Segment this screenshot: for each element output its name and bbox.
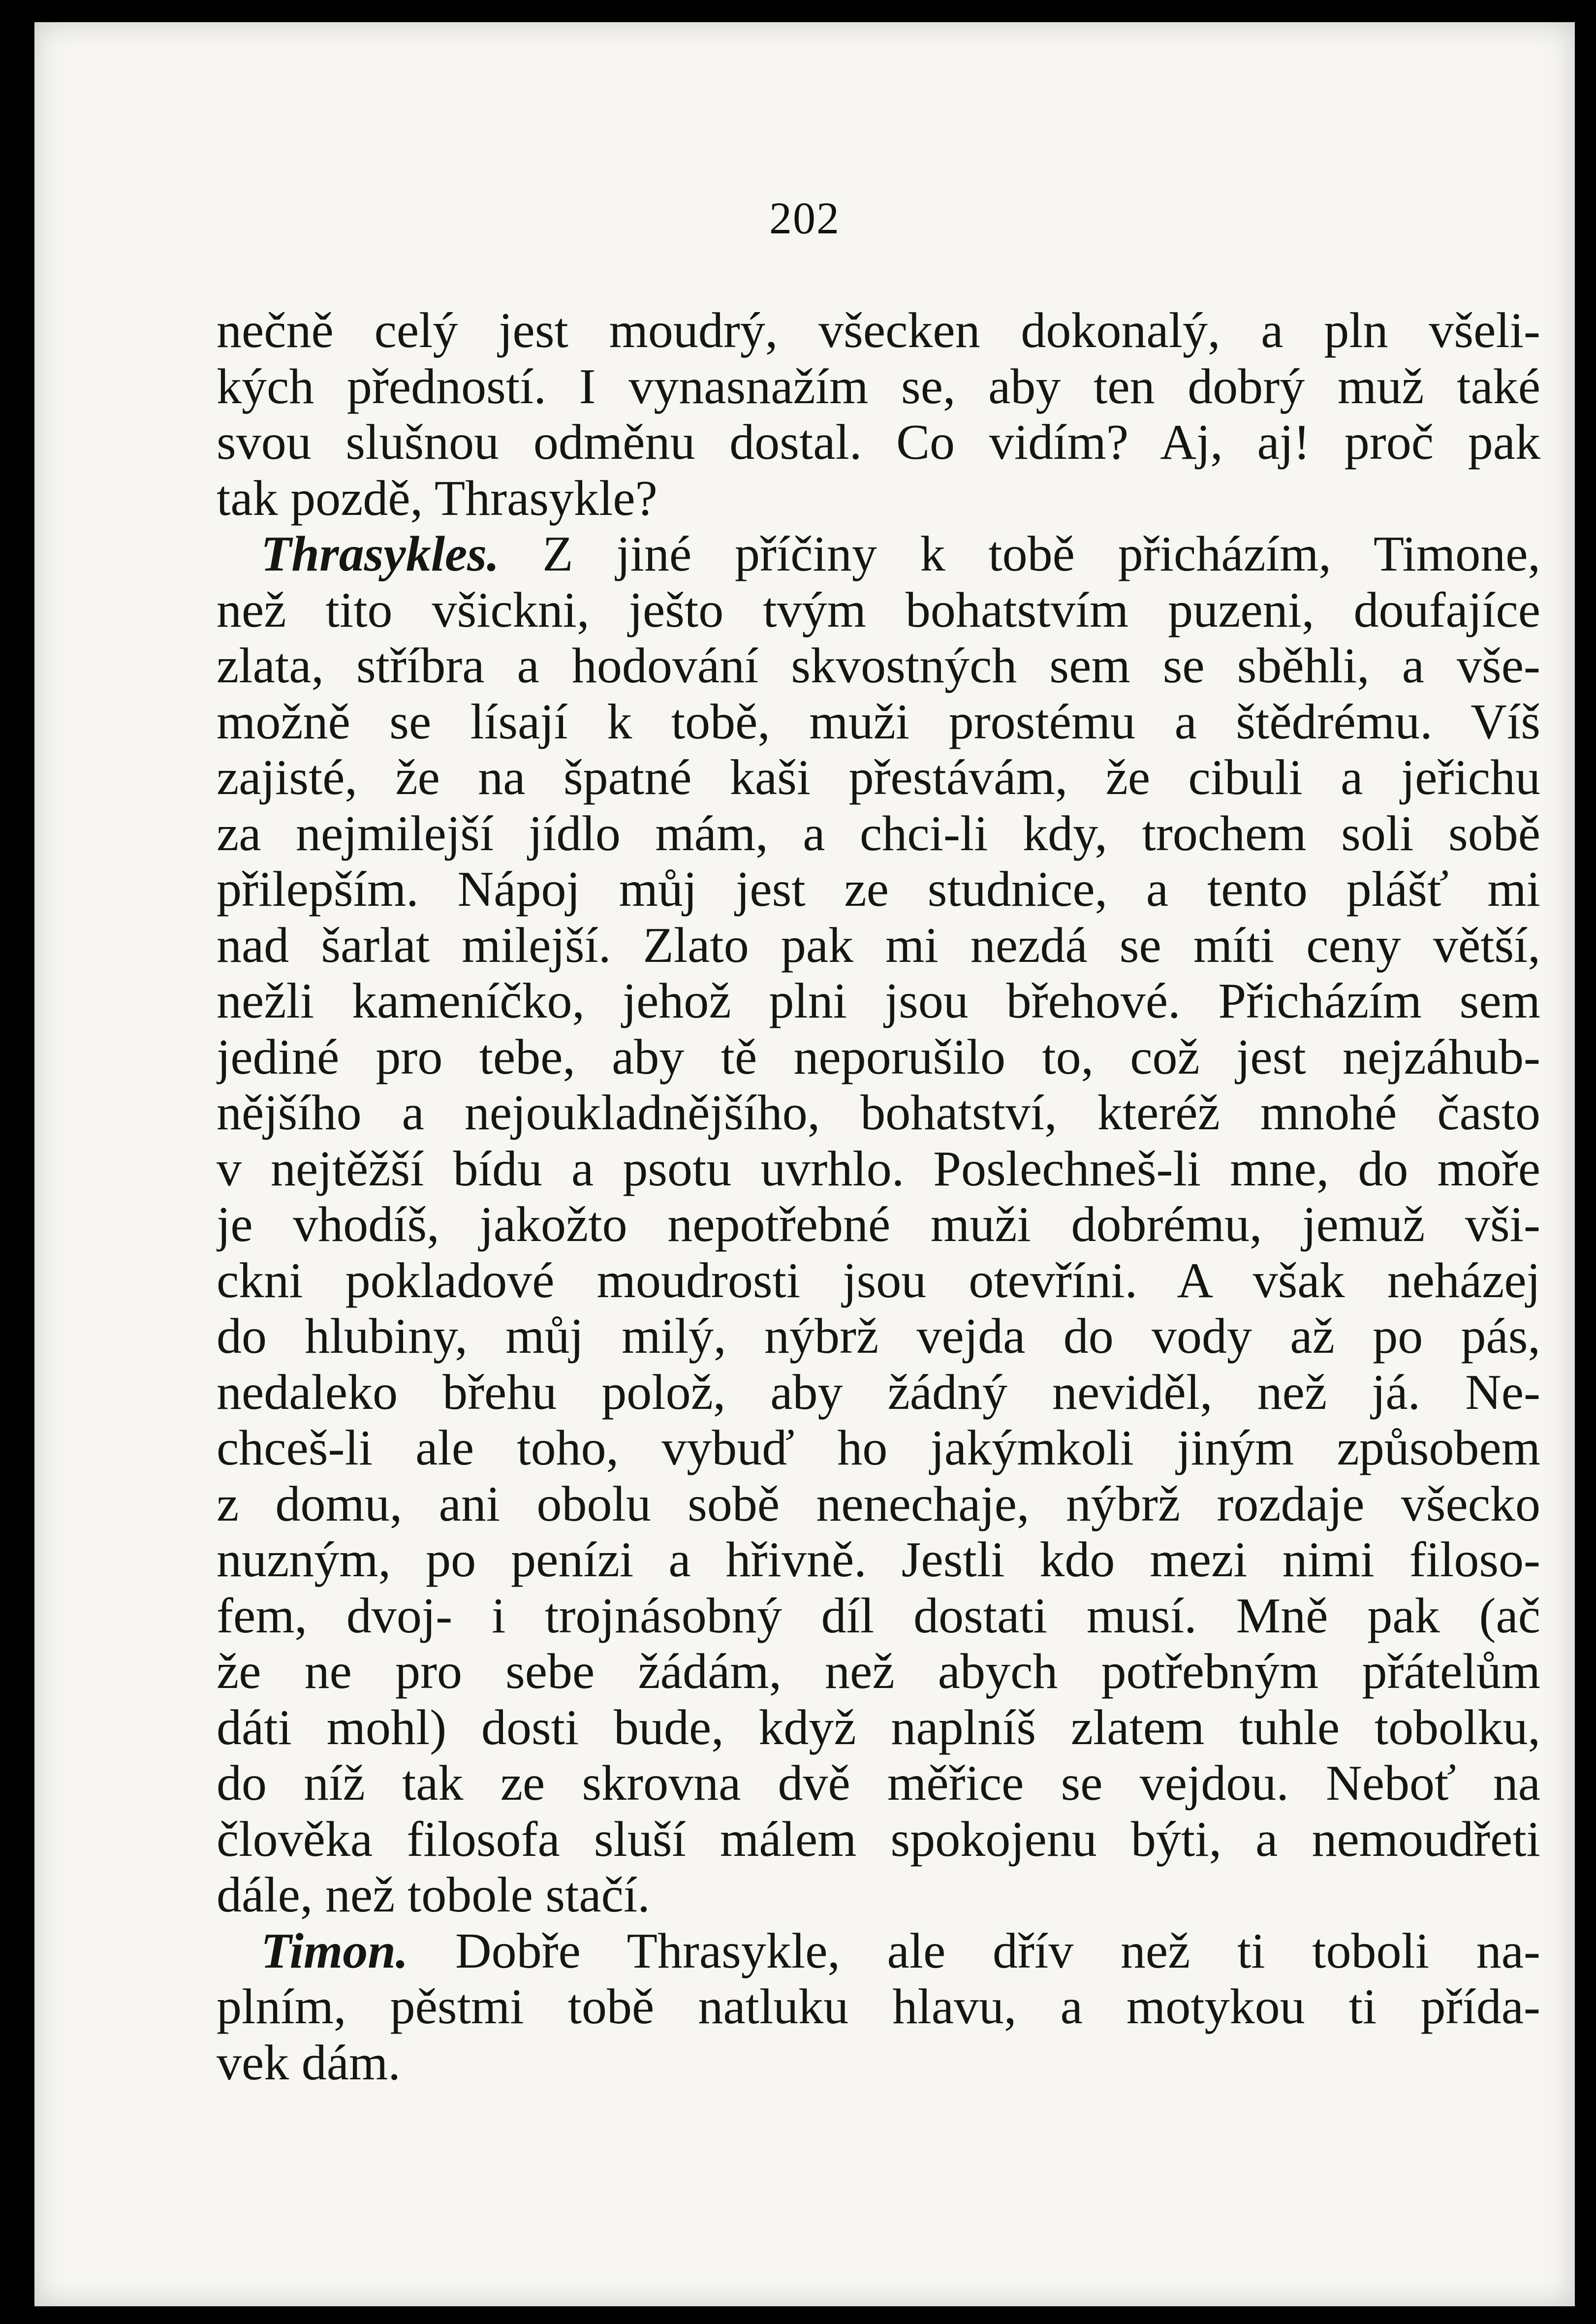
text-line: nad šarlat milejší. Zlato pak mi nezdá se míti ceny větší, — [217, 917, 1540, 973]
text-line: nečně celý jest moudrý, všecken dokonalý, a pln všeli- — [217, 303, 1540, 358]
text-line: fem, dvoj- i trojnásobný díl dostati musí. Mně pak (ač — [217, 1588, 1540, 1644]
text-line: jediné pro tebe, aby tě neporušilo to, což jest nejzáhub- — [217, 1029, 1540, 1085]
text-line: svou slušnou odměnu dostal. Co vidím? Aj, aj! proč pak — [217, 414, 1540, 470]
speaker-name: Timon. — [261, 1923, 408, 1979]
text-line: z domu, ani obolu sobě nenechaje, nýbrž rozdaje všecko — [217, 1476, 1540, 1532]
text-line: dáti mohl) dosti bude, když naplníš zlatem tuhle tobolku, — [217, 1699, 1540, 1755]
text-line: v nejtěžší bídu a psotu uvrhlo. Poslechneš-li mne, do moře — [217, 1141, 1540, 1197]
text-line: zajisté, že na špatné kaši přestávám, že cibuli a jeřichu — [217, 750, 1540, 805]
body-text — [217, 303, 1540, 2091]
speech-start-thrasykles — [217, 526, 1540, 582]
text-line: za nejmilejší jídlo mám, a chci-li kdy, trochem soli sobě — [217, 805, 1540, 861]
text-line: do níž tak ze skrovna dvě měřice se vejdou. Neboť na — [217, 1755, 1540, 1811]
text-line: kých předností. I vynasnažím se, aby ten dobrý muž také — [217, 358, 1540, 414]
text-line: ckni pokladové moudrosti jsou otevříni. A však neházej — [217, 1252, 1540, 1308]
text-line: vek dám. — [217, 2035, 401, 2091]
text-line: než tito všickni, ješto tvým bohatstvím puzeni, doufajíce — [217, 582, 1540, 638]
text-line: nedaleko břehu polož, aby žádný neviděl, než já. Ne- — [217, 1364, 1540, 1420]
text-line: tak pozdě, Thrasykle? — [217, 470, 657, 526]
text-line: plním, pěstmi tobě natluku hlavu, a motykou ti přída- — [217, 1979, 1540, 2035]
text-line: je vhodíš, jakožto nepotřebné muži dobrému, jemuž vši- — [217, 1197, 1540, 1252]
speech-start-timon — [217, 1923, 1540, 1979]
text-line: nějšího a nejoukladnějšího, bohatství, kteréž mnohé často — [217, 1085, 1540, 1141]
speech-text: Dobře Thrasykle, ale dřív než ti toboli na- — [455, 1923, 1540, 1979]
text-line: dále, než tobole stačí. — [217, 1867, 650, 1923]
page-number: 202 — [769, 193, 840, 243]
text-line: přilepším. Nápoj můj jest ze studnice, a tento plášť mi — [217, 861, 1540, 917]
text-line: nežli kameníčko, jehož plni jsou břehové. Přicházím sem — [217, 973, 1540, 1029]
text-line: že ne pro sebe žádám, než abych potřebným přátelům — [217, 1644, 1540, 1699]
text-line: nuzným, po penízi a hřivně. Jestli kdo mezi nimi filoso- — [217, 1532, 1540, 1588]
speaker-name: Thrasykles. — [261, 526, 500, 582]
text-line: do hlubiny, můj milý, nýbrž vejda do vody až po pás, — [217, 1308, 1540, 1364]
text-line: možně se lísají k tobě, muži prostému a štědrému. Víš — [217, 694, 1540, 750]
text-line: chceš-li ale toho, vybuď ho jakýmkoli jiným způsobem — [217, 1420, 1540, 1476]
book-page — [34, 22, 1575, 2306]
speech-text: Z jiné příčiny k tobě přicházím, Timone, — [542, 526, 1540, 582]
text-line: člověka filosofa sluší málem spokojenu býti, a nemoudřeti — [217, 1811, 1540, 1867]
text-line: zlata, stříbra a hodování skvostných sem se sběhli, a vše- — [217, 638, 1540, 694]
